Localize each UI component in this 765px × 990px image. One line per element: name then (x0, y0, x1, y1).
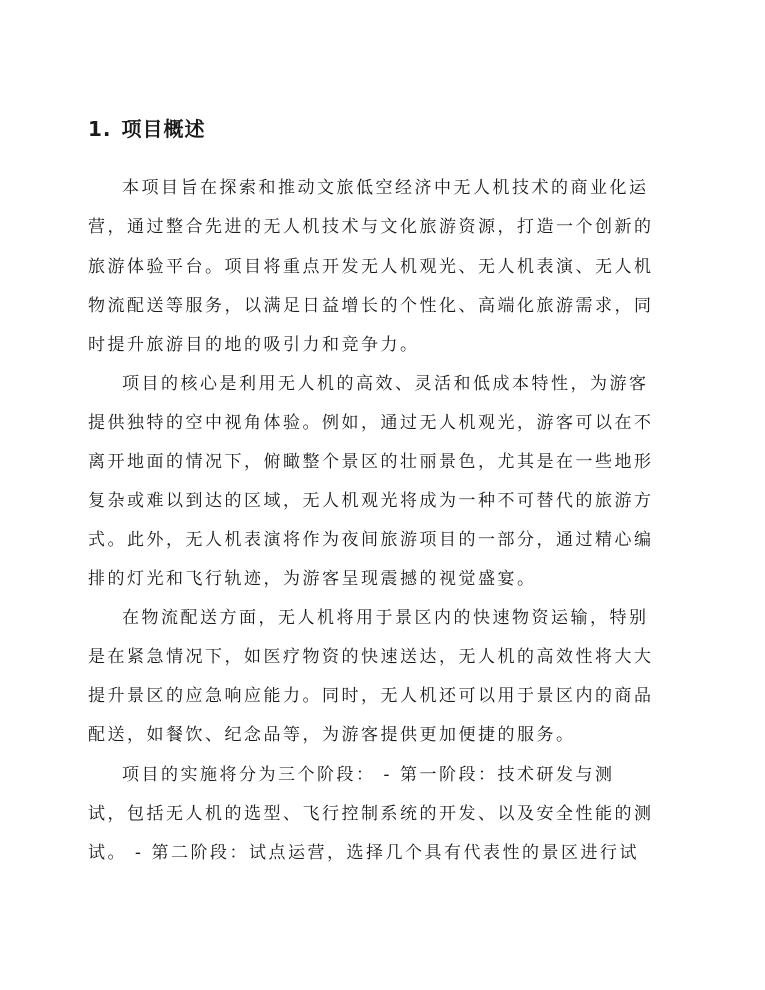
paragraph-line: 离开地面的情况下，俯瞰整个景区的壮丽景色，尤其是在一些地形 (88, 452, 654, 472)
paragraph-line: 本项目旨在探索和推动文旅低空经济中无人机技术的商业化运 (122, 178, 649, 198)
paragraph-line: 式。此外，无人机表演将作为夜间旅游项目的一部分，通过精心编 (88, 530, 654, 550)
paragraph-line: 项目的实施将分为三个阶段： - 第一阶段：技术研发与测 (122, 765, 615, 785)
paragraph-line: 配送，如餐饮、纪念品等，为游客提供更加便捷的服务。 (88, 725, 576, 745)
section-title: 项目概述 (121, 117, 206, 141)
paragraph-line: 项目的核心是利用无人机的高效、灵活和低成本特性，为游客 (122, 374, 649, 394)
paragraph-line: 试，包括无人机的选型、飞行控制系统的开发、以及安全性能的测 (88, 804, 654, 824)
paragraph-line: 试。 - 第二阶段：试点运营，选择几个具有代表性的景区进行试 (88, 843, 639, 863)
paragraph-line: 在物流配送方面，无人机将用于景区内的快速物资运输，特别 (122, 608, 649, 628)
paragraph-line: 提升景区的应急响应能力。同时，无人机还可以用于景区内的商品 (88, 686, 654, 706)
paragraph-line: 物流配送等服务，以满足日益增长的个性化、高端化旅游需求，同 (88, 296, 654, 316)
paragraph-line: 营，通过整合先进的无人机技术与文化旅游资源，打造一个创新的 (88, 217, 654, 237)
section-heading (88, 113, 206, 142)
paragraph-line: 旅游体验平台。项目将重点开发无人机观光、无人机表演、无人机 (88, 257, 654, 277)
paragraph-line: 是在紧急情况下，如医疗物资的快速送达，无人机的高效性将大大 (88, 647, 654, 667)
paragraph-line: 复杂或难以到达的区域，无人机观光将成为一种不可替代的旅游方 (88, 491, 654, 511)
paragraph-line: 排的灯光和飞行轨迹，为游客呈现震撼的视觉盛宴。 (88, 569, 537, 589)
section-number: 1. (88, 117, 112, 141)
paragraph-line: 提供独特的空中视角体验。例如，通过无人机观光，游客可以在不 (88, 413, 654, 433)
paragraph-line: 时提升旅游目的地的吸引力和竞争力。 (88, 335, 420, 355)
